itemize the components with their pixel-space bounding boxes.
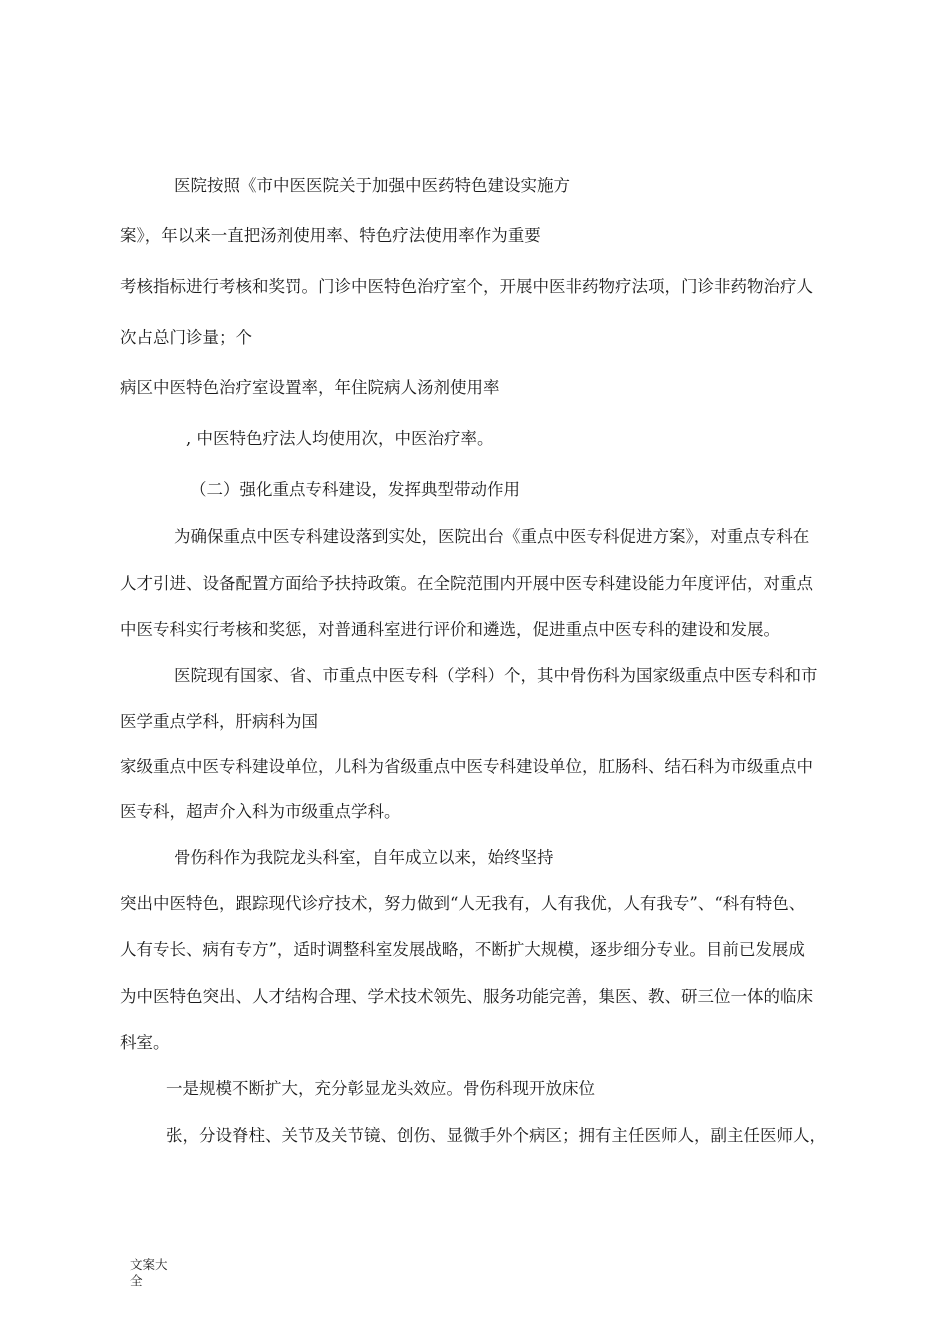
paragraph-line: 为确保重点中医专科建设落到实处，医院出台《重点中医专科促进方案》，对重点专科在 [174, 527, 810, 546]
paragraph-line: , 中医特色疗法人均使用次，中医治疗率。 [186, 429, 494, 448]
paragraph-line: 病区中医特色治疗室设置率，年住院病人汤剂使用率 [120, 378, 500, 397]
paragraph-line: 次占总门诊量；个 [120, 328, 252, 347]
paragraph-line: 考核指标进行考核和奖罚。门诊中医特色治疗室个，开展中医非药物疗法项，门诊非药物治疗人 [120, 277, 813, 296]
paragraph-line: 案》，年以来一直把汤剂使用率、特色疗法使用率作为重要 [120, 226, 541, 245]
paragraph-line: 中医专科实行考核和奖惩，对普通科室进行评价和遴选，促进重点中医专科的建设和发展。 [120, 620, 780, 639]
paragraph-line: 张，分设脊柱、关节及关节镜、创伤、显微手外个病区；拥有主任医师人，副主任医师人， [166, 1126, 826, 1145]
paragraph-line: 家级重点中医专科建设单位，儿科为省级重点中医专科建设单位，肛肠科、结石科为市级重点中 [120, 757, 813, 776]
paragraph-line: 科室。 [120, 1033, 170, 1052]
footer-text: 文案大全 [130, 1257, 168, 1288]
paragraph-line: 骨伤科作为我院龙头科室，自年成立以来，始终坚持 [174, 848, 554, 867]
paragraph-line: 医院按照《市中医医院关于加强中医药特色建设实施方 [174, 176, 570, 195]
paragraph-line: 一是规模不断扩大，充分彰显龙头效应。骨伤科现开放床位 [166, 1079, 595, 1098]
paragraph-line: 人有专长、病有专方”，适时调整科室发展战略，不断扩大规模，逐步细分专业。目前已发展成 [120, 940, 805, 959]
paragraph-line: 医院现有国家、省、市重点中医专科（学科）个，其中骨伤科为国家级重点中医专科和市 [174, 666, 818, 685]
paragraph-line: 突出中医特色，跟踪现代诊疗技术，努力做到“人无我有，人有我优，人有我专”、“科有特色、 [120, 894, 806, 913]
section-heading: （二）强化重点专科建设，发挥典型带动作用 [190, 480, 520, 499]
paragraph-line: 为中医特色突出、人才结构合理、学术技术领先、服务功能完善，集医、教、研三位一体的临床 [120, 987, 813, 1006]
paragraph-line: 医专科，超声介入科为市级重点学科。 [120, 802, 401, 821]
paragraph-line: 人才引进、设备配置方面给予扶持政策。在全院范围内开展中医专科建设能力年度评估，对重点 [120, 574, 813, 593]
paragraph-line: 医学重点学科，肝病科为国 [120, 712, 318, 731]
